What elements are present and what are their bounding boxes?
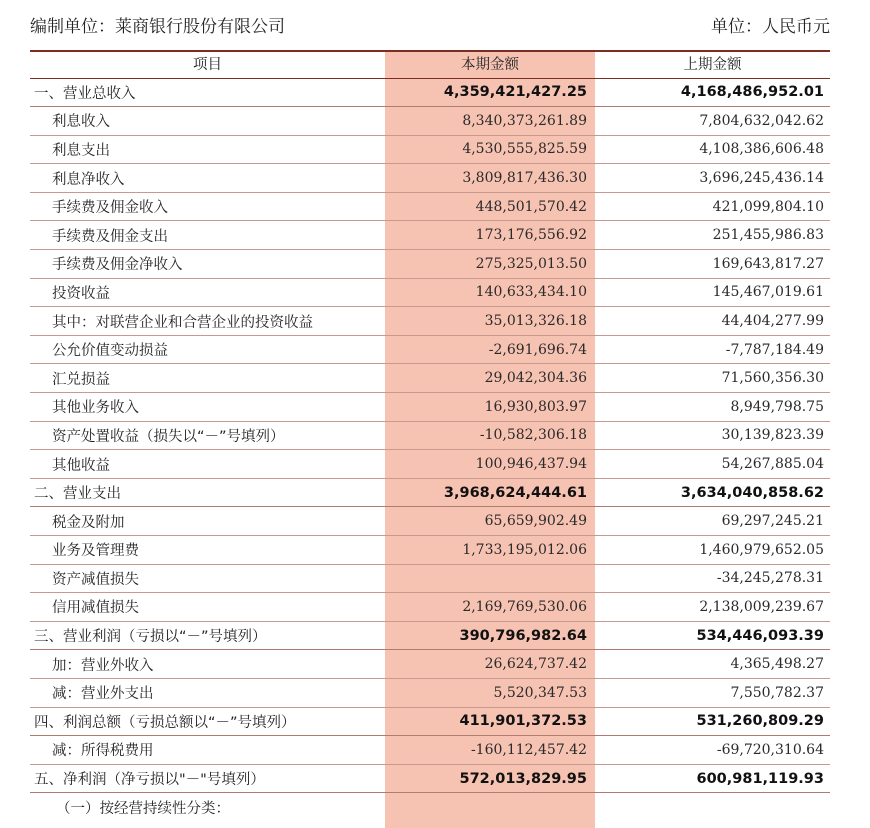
current-amount (385, 564, 595, 593)
row-label: 其中：对联营企业和合营企业的投资收益 (30, 307, 385, 336)
current-amount: 1,733,195,012.06 (385, 536, 595, 565)
table-row (30, 507, 830, 536)
previous-amount: 1,460,979,652.05 (595, 536, 830, 565)
row-label: 汇兑损益 (30, 364, 385, 393)
current-amount: 4,359,421,427.25 (385, 78, 595, 107)
table-row (30, 335, 830, 364)
table-row (30, 135, 830, 164)
current-amount: 65,659,902.49 (385, 507, 595, 536)
table-row (30, 364, 830, 393)
previous-amount: 54,267,885.04 (595, 450, 830, 479)
row-label: 利息收入 (30, 107, 385, 136)
table-row (30, 221, 830, 250)
previous-amount: 3,634,040,858.62 (595, 478, 830, 507)
previous-amount: 44,404,277.99 (595, 307, 830, 336)
current-amount: -2,691,696.74 (385, 335, 595, 364)
previous-amount: 534,446,093.39 (595, 621, 830, 650)
table-row (30, 393, 830, 422)
row-label: 投资收益 (30, 278, 385, 307)
row-label: 公允价值变动损益 (30, 335, 385, 364)
row-label: 五、净利润（净亏损以"－"号填列） (30, 764, 385, 793)
current-amount: 8,340,373,261.89 (385, 107, 595, 136)
previous-amount: 7,804,632,042.62 (595, 107, 830, 136)
current-amount: 35,013,326.18 (385, 307, 595, 336)
current-amount: 140,633,434.10 (385, 278, 595, 307)
row-label: 税金及附加 (30, 507, 385, 536)
row-label: 二、营业支出 (30, 478, 385, 507)
previous-amount: 4,365,498.27 (595, 650, 830, 679)
current-amount: -10,582,306.18 (385, 421, 595, 450)
table-row (30, 736, 830, 765)
column-header-current: 本期金额 (385, 50, 595, 78)
previous-amount: 600,981,119.93 (595, 764, 830, 793)
report-header (0, 0, 870, 46)
table-header-row (30, 50, 830, 78)
previous-amount: 2,138,009,239.67 (595, 593, 830, 622)
table-row (30, 650, 830, 679)
previous-amount: 4,108,386,606.48 (595, 135, 830, 164)
current-amount: -160,112,457.42 (385, 736, 595, 765)
row-label: 其他业务收入 (30, 393, 385, 422)
currency-unit: 单位：人民币元 (711, 17, 830, 37)
current-amount: 26,624,737.42 (385, 650, 595, 679)
current-amount: 572,013,829.95 (385, 764, 595, 793)
row-label: 其他收益 (30, 450, 385, 479)
previous-amount: 30,139,823.39 (595, 421, 830, 450)
table-row (30, 421, 830, 450)
previous-amount: 169,643,817.27 (595, 250, 830, 279)
current-amount: 16,930,803.97 (385, 393, 595, 422)
previous-amount: 421,099,804.10 (595, 192, 830, 221)
current-amount: 2,169,769,530.06 (385, 593, 595, 622)
previous-amount: 531,260,809.29 (595, 707, 830, 736)
current-amount: 173,176,556.92 (385, 221, 595, 250)
current-amount: 448,501,570.42 (385, 192, 595, 221)
current-amount: 4,530,555,825.59 (385, 135, 595, 164)
table-row (30, 678, 830, 707)
row-label: 四、利润总额（亏损总额以“－”号填列） (30, 707, 385, 736)
current-amount (385, 793, 595, 822)
row-label: 业务及管理费 (30, 536, 385, 565)
current-amount: 3,968,624,444.61 (385, 478, 595, 507)
row-label: （一）按经营持续性分类： (56, 800, 230, 817)
column-header-item: 项目 (30, 50, 385, 78)
row-label: 利息净收入 (30, 164, 385, 193)
row-label: 手续费及佣金净收入 (30, 250, 385, 279)
table-row (30, 107, 830, 136)
table-row (30, 192, 830, 221)
previous-amount: -7,787,184.49 (595, 335, 830, 364)
table-row (30, 478, 830, 507)
table-row (30, 250, 830, 279)
table-row (30, 450, 830, 479)
previous-amount: 69,297,245.21 (595, 507, 830, 536)
current-amount: 3,809,817,436.30 (385, 164, 595, 193)
table-row (30, 593, 830, 622)
previous-amount: 4,168,486,952.01 (595, 78, 830, 107)
table-row (30, 78, 830, 107)
current-amount: 390,796,982.64 (385, 621, 595, 650)
current-amount: 29,042,304.36 (385, 364, 595, 393)
current-amount: 411,901,372.53 (385, 707, 595, 736)
income-statement-table (30, 50, 830, 821)
previous-amount: 71,560,356.30 (595, 364, 830, 393)
previous-amount: 3,696,245,436.14 (595, 164, 830, 193)
row-label: 利息支出 (30, 135, 385, 164)
reporting-entity: 编制单位：莱商银行股份有限公司 (30, 17, 285, 37)
table-row (30, 278, 830, 307)
previous-amount: 251,455,986.83 (595, 221, 830, 250)
previous-amount: 145,467,019.61 (595, 278, 830, 307)
previous-amount: 8,949,798.75 (595, 393, 830, 422)
row-label: 手续费及佣金支出 (30, 221, 385, 250)
table-row (30, 307, 830, 336)
row-label: 三、营业利润（亏损以“－”号填列） (30, 621, 385, 650)
income-statement (30, 50, 830, 828)
row-label: 一、营业总收入 (30, 78, 385, 107)
row-label: 加：营业外收入 (30, 650, 385, 679)
row-label: 资产处置收益（损失以“－”号填列） (30, 421, 385, 450)
row-label: 减：营业外支出 (30, 678, 385, 707)
row-label: 信用减值损失 (30, 593, 385, 622)
previous-amount (595, 793, 830, 822)
table-row (30, 764, 830, 793)
table-row (30, 536, 830, 565)
current-amount: 5,520,347.53 (385, 678, 595, 707)
table-row (30, 793, 830, 822)
previous-amount: 7,550,782.37 (595, 678, 830, 707)
current-amount: 100,946,437.94 (385, 450, 595, 479)
table-row (30, 164, 830, 193)
table-row (30, 564, 830, 593)
row-label: 减：所得税费用 (30, 736, 385, 765)
previous-amount: -69,720,310.64 (595, 736, 830, 765)
row-label: 手续费及佣金收入 (30, 192, 385, 221)
table-row (30, 707, 830, 736)
table-row (30, 621, 830, 650)
current-amount: 275,325,013.50 (385, 250, 595, 279)
column-header-previous: 上期金额 (595, 50, 830, 78)
row-label: 资产减值损失 (30, 564, 385, 593)
previous-amount: -34,245,278.31 (595, 564, 830, 593)
